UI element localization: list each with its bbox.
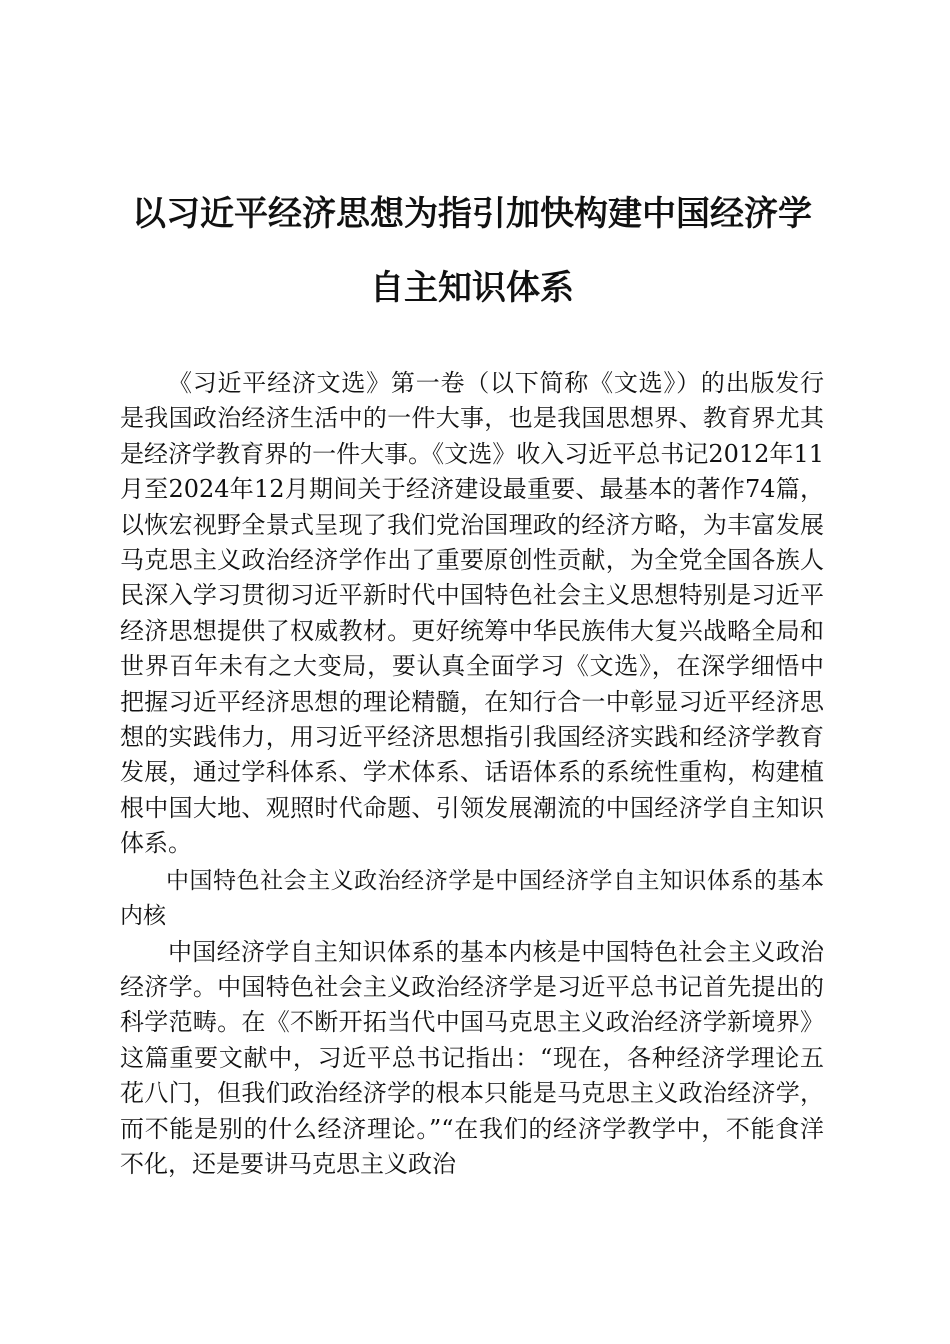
body-paragraph-1: 《习近平经济文选》第一卷（以下简称《文选》）的出版发行是我国政治经济生活中的一件大事，也是我国思想界、教育界尤其是经济学教育界的一件大事。《文选》收入习近平总书记2012年11月至2024年12月期间关于经济建设最重要、最基本的著作74篇，以恢宏视野全景式呈现了我们党治国理政的经济方略，为丰富发展马克思主义政治经济学作出了重要原创性贡献，为全党全国各族人民深入学习贯彻习近平新时代中国特色社会主义思想特别是习近平经济思想提供了权威教材。更好统筹中华民族伟大复兴战略全局和世界百年未有之大变局，要认真全面学习《文选》，在深学细悟中把握习近平经济思想的理论精髓，在知行合一中彰显习近平经济思想的实践伟力，用习近平经济思想指引我国经济实践和经济学教育发展，通过学科体系、学术体系、话语体系的系统性重构，构建植根中国大地、观照时代命题、引领发展潮流的中国经济学自主知识体系。 [120,369,824,858]
document-title-line-2: 自主知识体系 [370,268,574,308]
document-page [120,192,824,1182]
document-body [120,366,824,1182]
document-title [120,192,824,310]
section-heading: 中国特色社会主义政治经济学是中国经济学自主知识体系的基本内核 [120,867,824,930]
body-paragraph-2: 中国经济学自主知识体系的基本内核是中国特色社会主义政治经济学。中国特色社会主义政治经济学是习近平总书记首先提出的科学范畴。在《不断开拓当代中国马克思主义政治经济学新境界》这篇重要文献中，习近平总书记指出：“现在，各种经济学理论五花八门，但我们政治经济学的根本只能是马克思主义政治经济学，而不能是别的什么经济理论。”“在我们的经济学教学中，不能食洋不化，还是要讲马克思主义政治 [120,937,824,1178]
document-title-line-1: 以习近平经济思想为指引加快构建中国经济学 [132,194,812,234]
